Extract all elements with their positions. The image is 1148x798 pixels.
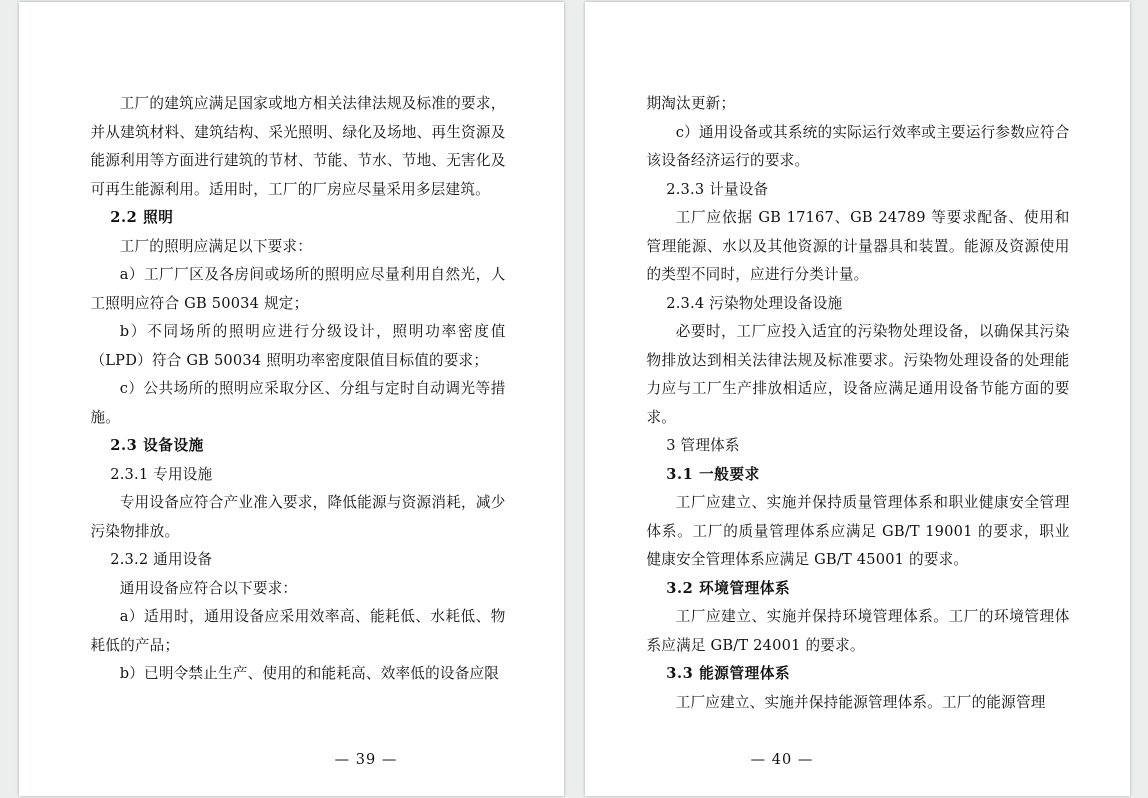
paragraph: a）工厂厂区及各房间或场所的照明应尽量利用自然光，人工照明应符合 GB 50034 规定； [90,266,506,312]
page-number: — 40 — [750,752,814,768]
page-right [585,2,1130,796]
paragraph: 工厂应依据 GB 17167、GB 24789 等要求配备、使用和管理能源、水以及其他资源的计量器具和装置。能源及资源使用的类型不同时，应进行分类计量。 [646,209,1070,283]
paragraph: 工厂的照明应满足以下要求： [119,237,313,255]
paragraph: 专用设备应符合产业准入要求，降低能源与资源消耗，减少污染物排放。 [90,494,506,540]
subsection-heading: 2.3.2 通用设备 [110,551,213,568]
subsection-heading: 2.3.3 计量设备 [666,180,769,198]
paragraph: c）公共场所的照明应采取分区、分组与定时自动调光等措施。 [90,380,506,426]
page-right-text-column [647,90,1070,736]
paragraph: 必要时，工厂应投入适宜的污染物处理设备，以确保其污染物排放达到相关法律法规及标准要求。污染物处理设备的处理能力应与工厂生产排放相适应，设备应满足通用设备节能方面的要求。 [646,323,1070,426]
paragraph: 工厂应建立、实施并保持质量管理体系和职业健康安全管理体系。工厂的质量管理体系应满足 GB/T 19001 的要求，职业健康安全管理体系应满足 GB/T 45001 的要求。 [646,494,1070,568]
page-left-text-column [91,90,506,736]
paragraph-continuation: 期淘汰更新； [646,95,736,112]
section-heading: 3.1 一般要求 [666,465,760,483]
subsection-heading: 2.3.4 污染物处理设备设施 [666,294,843,312]
page-left [19,2,564,796]
paragraph: 工厂应建立、实施并保持能源管理体系。工厂的能源管理 [675,693,1046,711]
chapter-heading: 3 管理体系 [666,437,740,454]
paragraph: b）不同场所的照明应进行分级设计，照明功率密度值（LPD）符合 GB 50034 照明功率密度限值目标值的要求； [90,323,506,369]
paragraph: a）适用时，通用设备应采用效率高、能耗低、水耗低、物耗低的产品； [90,608,506,654]
paragraph: 通用设备应符合以下要求： [119,579,298,597]
paragraph: b）已明令禁止生产、使用的和能耗高、效率低的设备应限 [119,665,500,682]
section-heading: 3.3 能源管理体系 [666,665,791,682]
section-heading: 3.2 环境管理体系 [666,579,791,597]
paragraph: 工厂的建筑应满足国家或地方相关法律法规及标准的要求，并从建筑材料、建筑结构、采光照明、绿化及场地、再生资源及能源利用等方面进行建筑的节材、节能、节水、节地、无害化及可再生能源利用。适用时，工厂的厂房应尽量采用多层建筑。 [90,95,506,198]
section-heading: 2.2 照明 [110,209,174,226]
subsection-heading: 2.3.1 专用设施 [110,465,213,483]
page-number: — 39 — [334,752,398,768]
paragraph: c）通用设备或其系统的实际运行效率或主要运行参数应符合该设备经济运行的要求。 [646,123,1070,169]
paragraph: 工厂应建立、实施并保持环境管理体系。工厂的环境管理体系应满足 GB/T 24001 的要求。 [646,608,1070,654]
section-heading: 2.3 设备设施 [110,437,204,454]
